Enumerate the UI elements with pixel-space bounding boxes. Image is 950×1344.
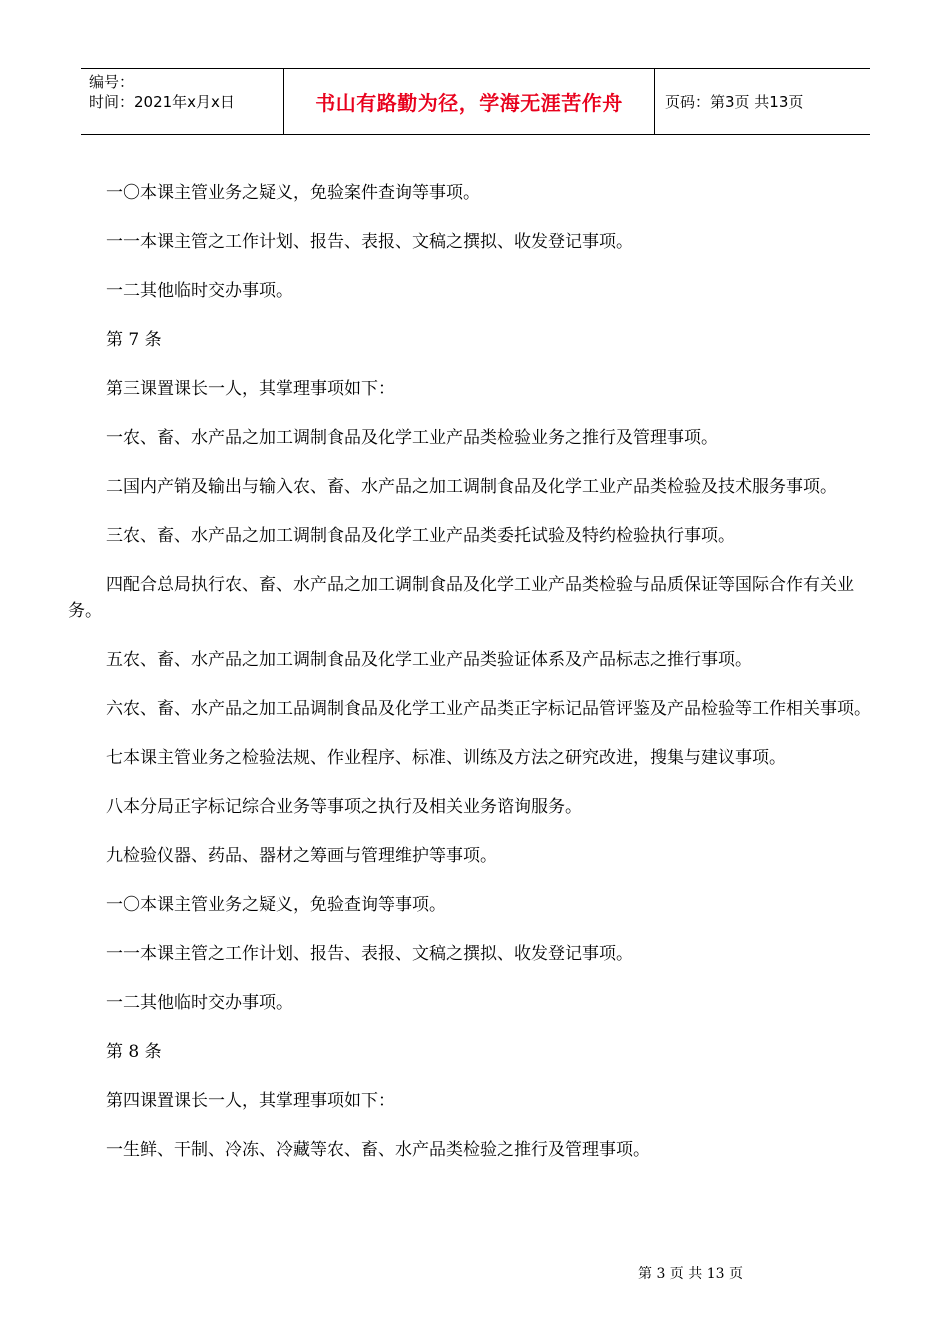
paragraph: 一一本课主管之工作计划、报告、表报、文稿之撰拟、收发登记事项。 bbox=[106, 944, 633, 964]
paragraph: 一生鲜、干制、冷冻、冷藏等农、畜、水产品类检验之推行及管理事项。 bbox=[106, 1140, 650, 1160]
paragraph: 八本分局正字标记综合业务等事项之执行及相关业务谘询服务。 bbox=[106, 797, 582, 817]
paragraph: 第四课置课长一人，其掌理事项如下： bbox=[106, 1091, 395, 1111]
header-page-info: 页码：第3页 共13页 bbox=[665, 93, 804, 111]
paragraph: 一一本课主管之工作计划、报告、表报、文稿之撰拟、收发登记事项。 bbox=[106, 232, 633, 252]
paragraph: 一二其他临时交办事项。 bbox=[106, 993, 293, 1013]
paragraph: 一〇本课主管业务之疑义，免验案件查询等事项。 bbox=[106, 183, 480, 203]
paragraph: 四配合总局执行农、畜、水产品之加工调制食品及化学工业产品类检验与品质保证等国际合作有关业务。 bbox=[68, 575, 854, 621]
paragraph: 五农、畜、水产品之加工调制食品及化学工业产品类验证体系及产品标志之推行事项。 bbox=[106, 650, 752, 670]
header-motto: 书山有路勤为径，学海无涯苦作舟 bbox=[283, 69, 655, 134]
paragraph: 六农、畜、水产品之加工品调制食品及化学工业产品类正字标记品管评鉴及产品检验等工作相关事项。 bbox=[106, 699, 871, 719]
paragraph: 三农、畜、水产品之加工调制食品及化学工业产品类委托试验及特约检验执行事项。 bbox=[106, 526, 735, 546]
paragraph: 九检验仪器、药品、器材之筹画与管理维护等事项。 bbox=[106, 846, 497, 866]
paragraph: 一二其他临时交办事项。 bbox=[106, 281, 293, 301]
article-heading: 第 8 条 bbox=[106, 1042, 162, 1062]
article-heading: 第 7 条 bbox=[106, 330, 162, 350]
document-number-label: 编号： bbox=[89, 73, 135, 91]
header-meta bbox=[81, 69, 283, 134]
document-date: 时间：2021年x月x日 bbox=[89, 93, 235, 111]
paragraph: 第三课置课长一人，其掌理事项如下： bbox=[106, 379, 395, 399]
paragraph: 一〇本课主管业务之疑义，免验查询等事项。 bbox=[106, 895, 446, 915]
paragraph: 一农、畜、水产品之加工调制食品及化学工业产品类检验业务之推行及管理事项。 bbox=[106, 428, 718, 448]
paragraph: 二国内产销及输出与输入农、畜、水产品之加工调制食品及化学工业产品类检验及技术服务事项。 bbox=[106, 477, 837, 497]
document-body bbox=[68, 180, 876, 1186]
page-header bbox=[81, 68, 870, 135]
page-footer: 第 3 页 共 13 页 bbox=[638, 1266, 743, 1282]
paragraph: 七本课主管业务之检验法规、作业程序、标准、训练及方法之研究改进，搜集与建议事项。 bbox=[106, 748, 786, 768]
